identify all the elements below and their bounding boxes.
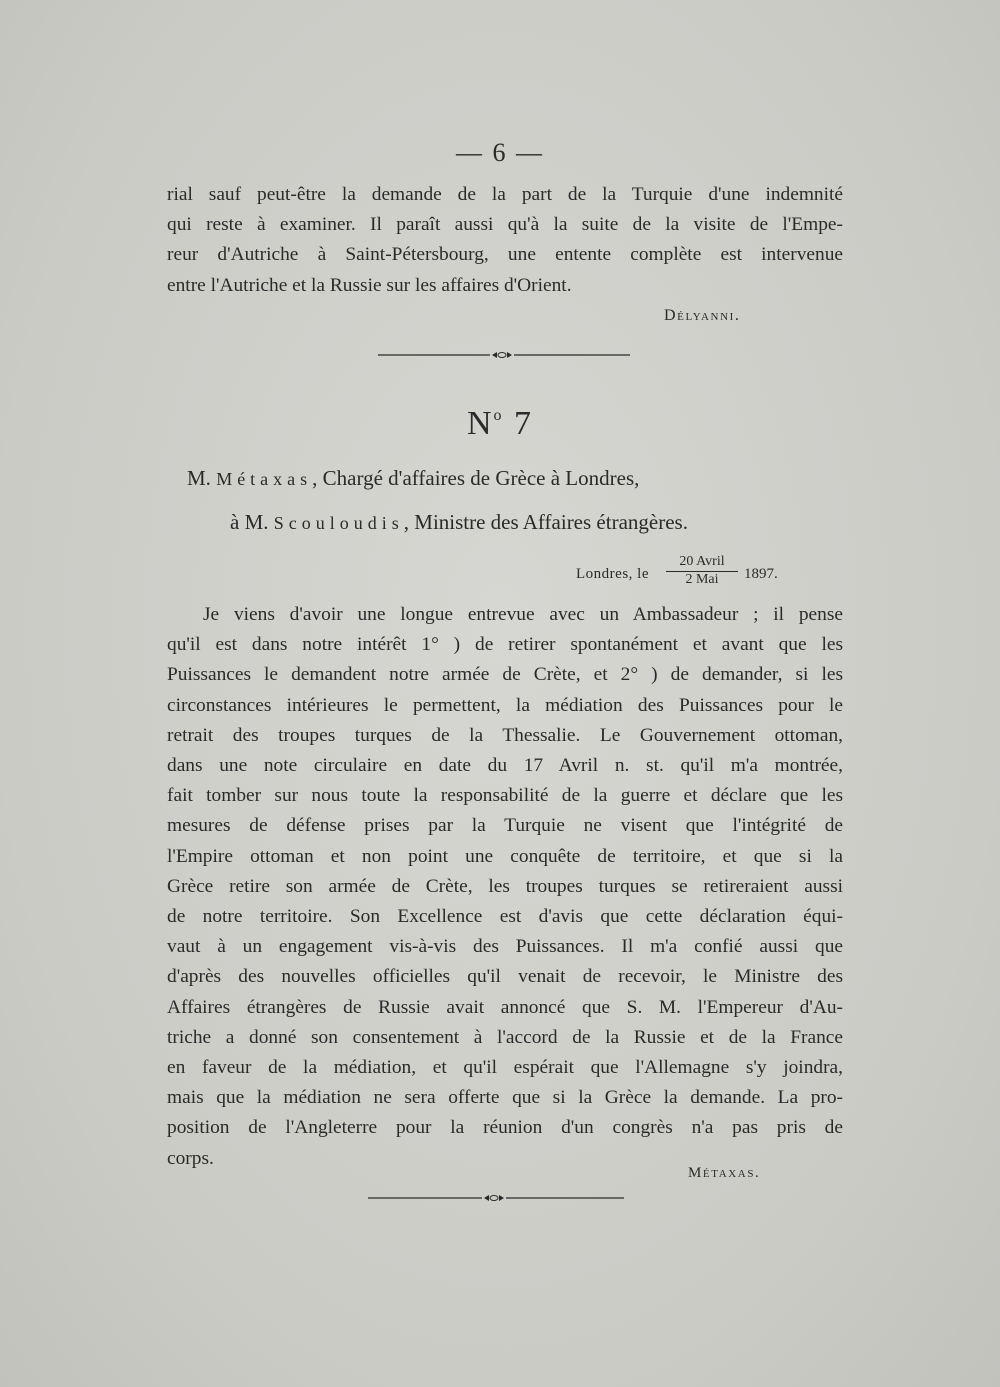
text-line: triche a donné son consentement à l'accord de la Russie et de la France: [167, 1026, 843, 1048]
dispatch-body: [167, 600, 843, 1174]
text-line: Puissances le demandent notre armée de Crète, et 2° ) de demander, si les: [167, 664, 843, 686]
text-line: qu'il est dans notre intérêt 1° ) de retirer spontanément et avant que les: [167, 634, 843, 656]
recipient-line: [230, 510, 688, 535]
text-line: Grèce retire son armée de Crète, les troupes turques se retireraient aussi: [167, 875, 843, 897]
continuation-paragraph: [167, 180, 843, 301]
sender-title: , Chargé d'affaires de Grèce à Londres,: [312, 466, 640, 490]
text-line: fait tomber sur nous toute la responsabilité de la guerre et déclare que les: [167, 785, 843, 807]
text-line: qui reste à examiner. Il paraît aussi qu'à la suite de la visite de l'Empe-: [167, 214, 843, 236]
recipient-prefix: à M.: [230, 510, 269, 534]
text-line: entre l'Autriche et la Russie sur les affaires d'Orient.: [167, 274, 572, 296]
text-line: circonstances intérieures le permettent, la médiation des Puissances pour le: [167, 694, 843, 716]
sender-prefix: M.: [187, 466, 211, 490]
section-divider: [378, 350, 630, 360]
text-line: mesures de défense prises par la Turquie ne visent que l'intégrité de: [167, 815, 843, 837]
sender-name: Métaxas: [216, 469, 313, 489]
sender-line: [187, 466, 639, 491]
text-line: rial sauf peut-être la demande de la part de la Turquie d'une indemnité: [167, 184, 843, 205]
recipient-title: , Ministre des Affaires étrangères.: [403, 510, 688, 534]
date-year: 1897.: [744, 566, 778, 582]
number-value: 7: [514, 405, 534, 442]
text-line: position de l'Angleterre pour la réunion d'un congrès n'a pas pris de: [167, 1117, 843, 1139]
signature-metaxas: Métaxas.: [688, 1165, 761, 1181]
date-old-style: 20 Avril: [666, 553, 738, 572]
section-divider: [368, 1193, 624, 1203]
text-line: mais que la médiation ne sera offerte que si la Grèce la demande. La pro-: [167, 1087, 843, 1109]
text-line: Affaires étrangères de Russie avait annoncé que S. M. l'Empereur d'Au-: [167, 996, 843, 1018]
text-line: de notre territoire. Son Excellence est d'avis que cette déclaration équi-: [167, 906, 843, 928]
text-line: reur d'Autriche à Saint-Pétersbourg, une entente complète est intervenue: [167, 244, 843, 266]
text-line: corps.: [167, 1147, 214, 1169]
page-number: — 6 —: [456, 138, 544, 167]
number-label: N: [466, 405, 494, 442]
text-line: Je viens d'avoir une longue entrevue avec un Ambassadeur ; il pense: [203, 604, 843, 625]
number-superscript: o: [493, 407, 504, 424]
text-line: en faveur de la médiation, et qu'il espérait que l'Allemagne s'y joindra,: [167, 1057, 843, 1079]
recipient-name: Scouloudis: [273, 513, 404, 533]
signature-delyanni: Délyanni.: [664, 307, 741, 324]
date-fraction: [666, 553, 738, 588]
text-line: l'Empire ottoman et non point une conquête de territoire, et que si la: [167, 845, 843, 867]
text-line: d'après des nouvelles officielles qu'il venait de recevoir, le Ministre des: [167, 966, 843, 988]
text-line: vaut à un engagement vis-à-vis des Puissances. Il m'a confié aussi que: [167, 936, 843, 958]
text-line: dans une note circulaire en date du 17 Avril n. st. qu'il m'a montrée,: [167, 755, 843, 777]
date-new-style: 2 Mai: [685, 572, 719, 587]
document-number: [0, 405, 1000, 443]
text-line: retrait des troupes turques de la Thessalie. Le Gouvernement ottoman,: [167, 724, 843, 746]
date-place: Londres, le: [576, 566, 649, 582]
